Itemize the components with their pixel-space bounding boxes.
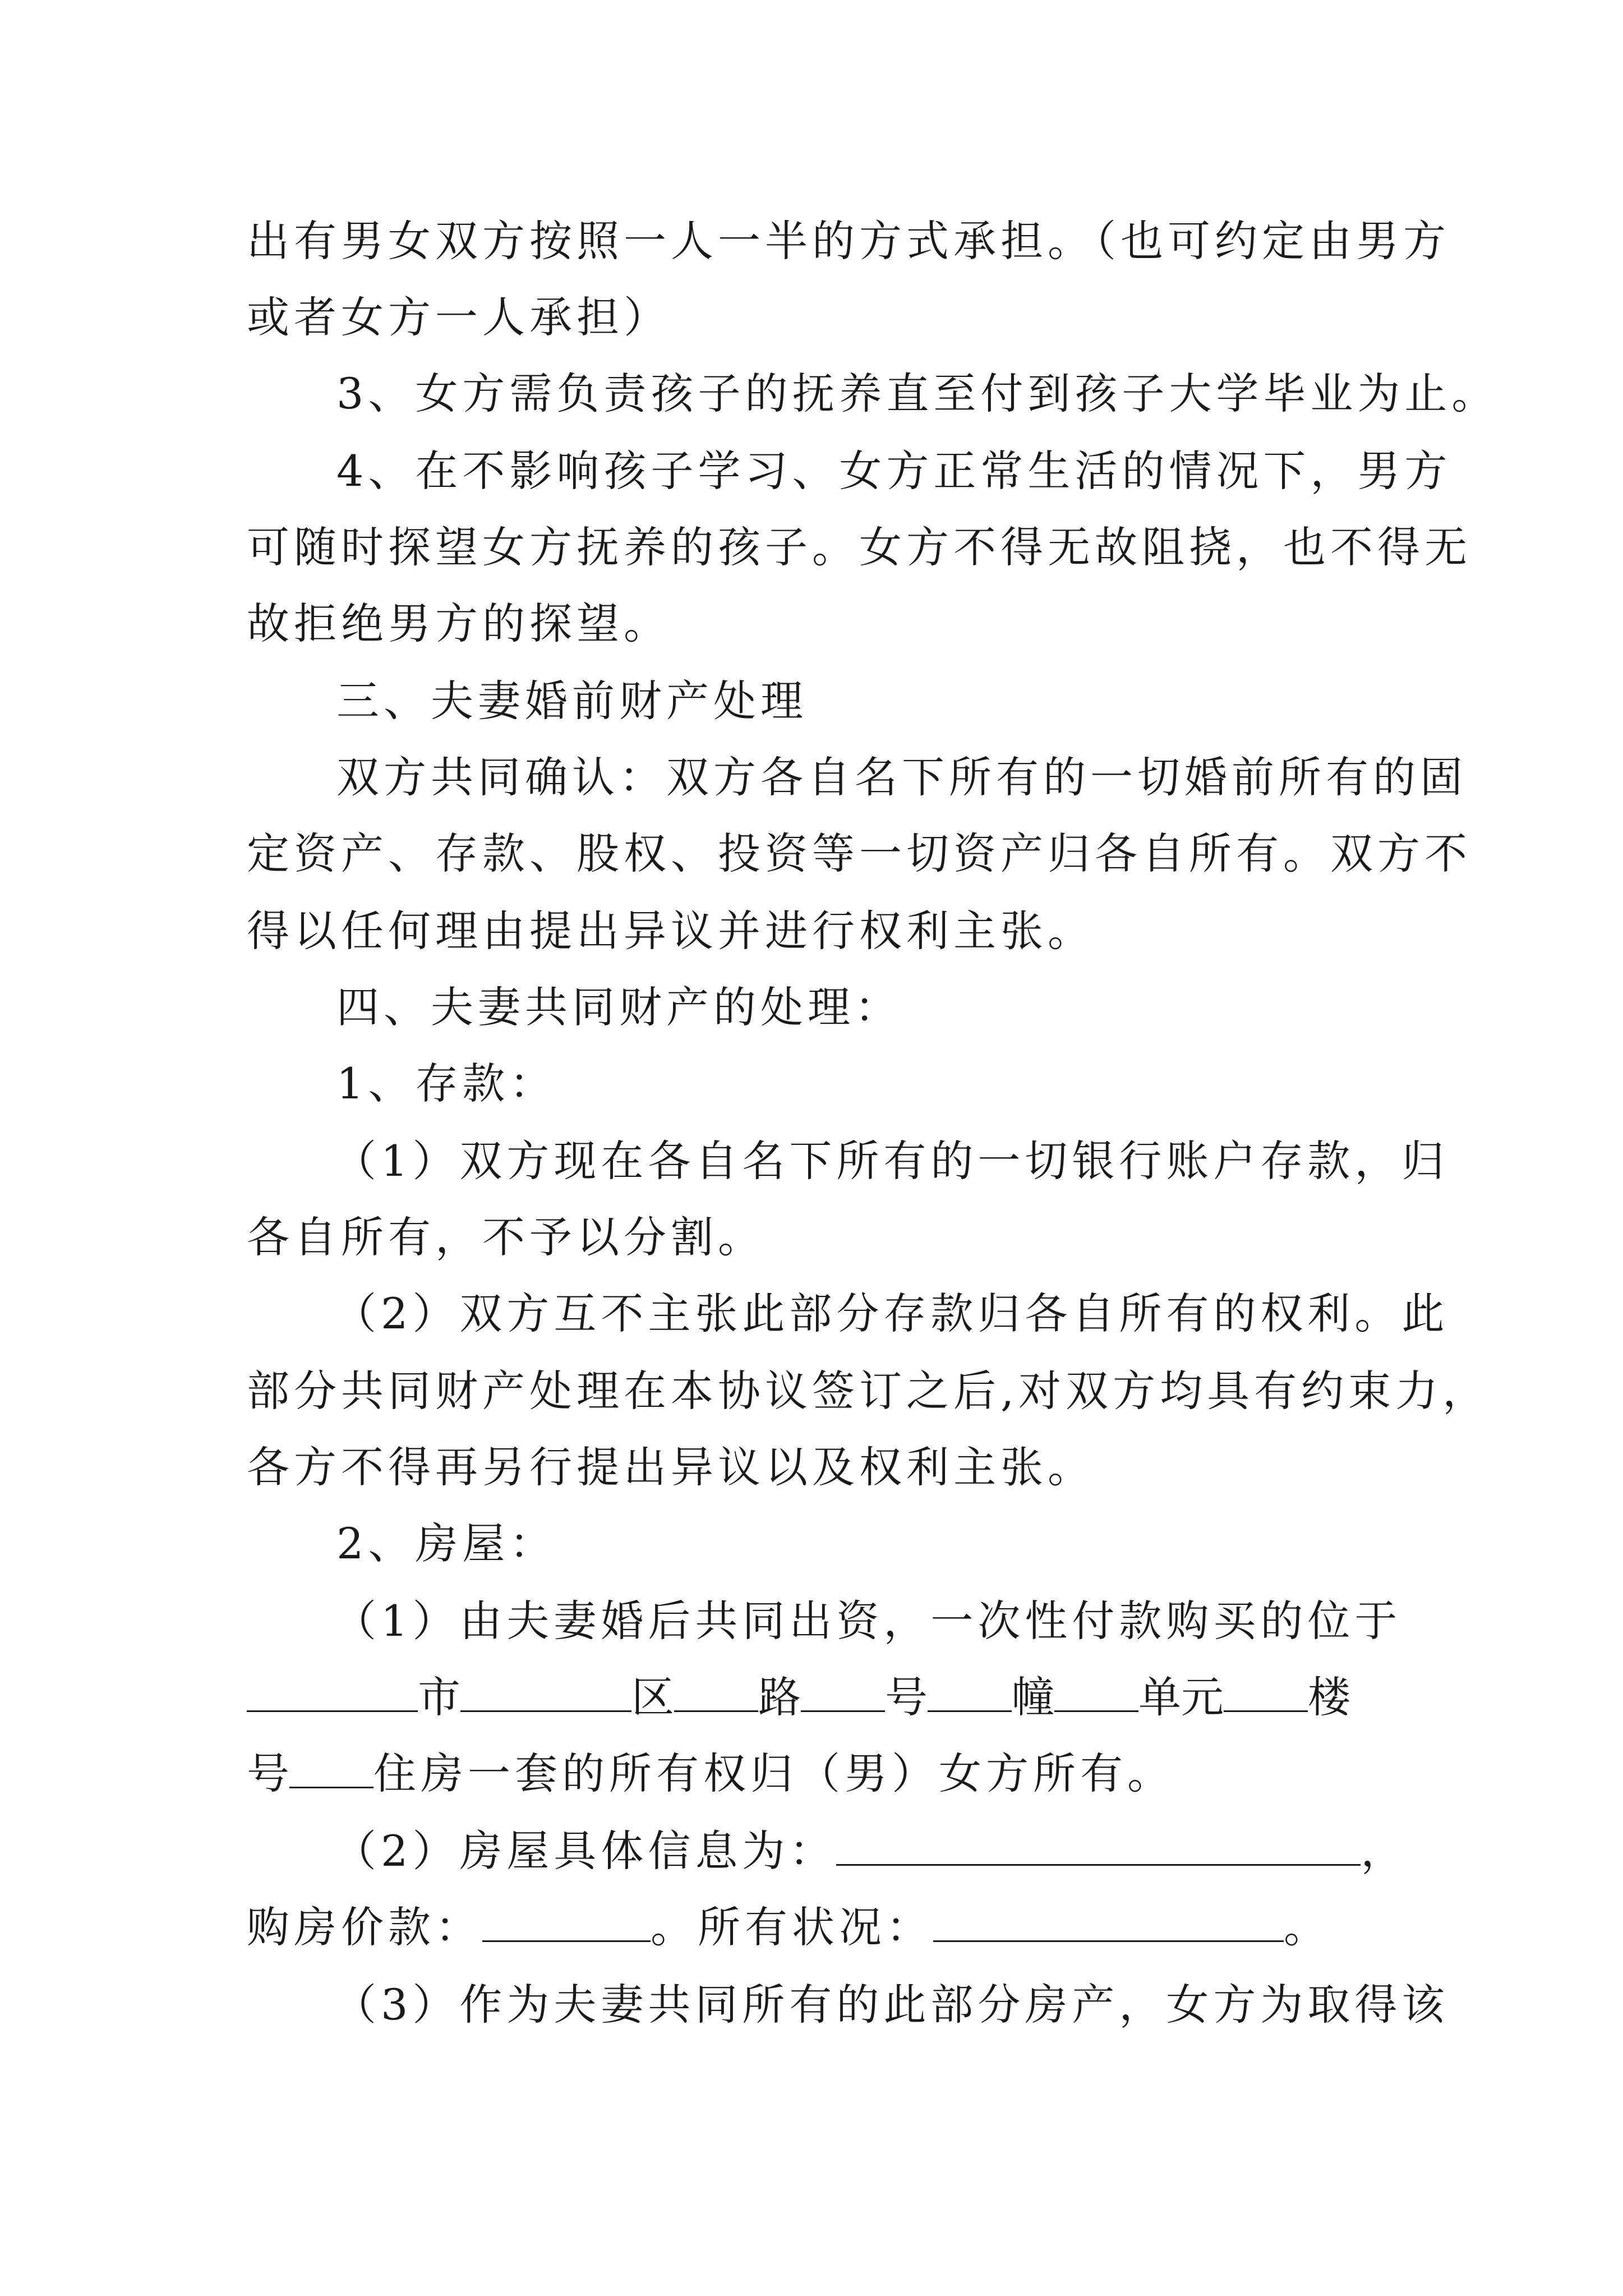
district-blank[interactable] bbox=[460, 1671, 631, 1712]
ownership-text: 住房一套的所有权归（男）女方所有。 bbox=[374, 1749, 1174, 1798]
subsection-heading: 2、房屋： bbox=[336, 1519, 557, 1568]
floor-blank[interactable] bbox=[1224, 1671, 1308, 1712]
price-line-end: 。 bbox=[1284, 1902, 1331, 1952]
text-line: 各方不得再另行提出异议以及权利主张。 bbox=[247, 1442, 1095, 1492]
text-line: 或者女方一人承担） bbox=[247, 292, 671, 342]
text-line: 得以任何理由提出异议并进行权利主张。 bbox=[247, 906, 1095, 956]
text-line: 双方共同确认：双方各自名下所有的一切婚前所有的固 bbox=[336, 752, 1467, 802]
section-heading: 四、夫妻共同财产的处理： bbox=[336, 982, 902, 1032]
price-blank[interactable] bbox=[482, 1901, 651, 1942]
house-info-blank[interactable] bbox=[836, 1825, 1361, 1866]
building-label: 幢 bbox=[1012, 1672, 1054, 1722]
text-line: 出有男女双方按照一人一半的方式承担。（也可约定由男方 bbox=[247, 216, 1450, 266]
city-label: 市 bbox=[418, 1672, 460, 1722]
unit-label: 单元 bbox=[1138, 1672, 1224, 1722]
status-label: 。所有状况： bbox=[651, 1902, 933, 1952]
room-blank[interactable] bbox=[289, 1747, 374, 1788]
text-line: 各自所有，不予以分割。 bbox=[247, 1212, 765, 1262]
text-line: （1）由夫妻婚后共同出资，一次性付款购买的位于 bbox=[334, 1596, 1402, 1646]
text-line: 可随时探望女方抚养的孩子。女方不得无故阻挠，也不得无 bbox=[247, 522, 1472, 572]
text-line: 4、在不影响孩子学习、女方正常生活的情况下，男方 bbox=[336, 446, 1452, 496]
district-label: 区 bbox=[631, 1672, 674, 1722]
number-label: 号 bbox=[885, 1672, 928, 1722]
road-label: 路 bbox=[758, 1672, 801, 1722]
text-line: 故拒绝男方的探望。 bbox=[247, 599, 671, 648]
text-line: （3）作为夫妻共同所有的此部分房产，女方为取得该 bbox=[334, 1980, 1449, 2030]
text-line: （1）双方现在各自名下所有的一切银行账户存款，归 bbox=[334, 1136, 1449, 1186]
house-info-label: （2）房屋具体信息为： bbox=[334, 1826, 837, 1876]
price-line bbox=[247, 1901, 1331, 1954]
section-heading: 三、夫妻婚前财产处理 bbox=[336, 676, 808, 726]
text-line: 3、女方需负责孩子的抚养直至付到孩子大学毕业为止。 bbox=[336, 369, 1499, 418]
text-line: 定资产、存款、股权、投资等一切资产归各自所有。双方不 bbox=[247, 829, 1472, 878]
house-info-line bbox=[334, 1824, 1408, 1878]
subsection-heading: 1、存款： bbox=[336, 1059, 557, 1108]
address-line bbox=[247, 1671, 1350, 1724]
price-label: 购房价款： bbox=[247, 1902, 482, 1952]
status-blank[interactable] bbox=[933, 1901, 1284, 1942]
road-blank[interactable] bbox=[674, 1671, 758, 1712]
room-label: 号 bbox=[247, 1749, 289, 1798]
house-info-end: ， bbox=[1361, 1826, 1408, 1876]
unit-blank[interactable] bbox=[1054, 1671, 1138, 1712]
address-line-2 bbox=[247, 1747, 1174, 1801]
number-blank[interactable] bbox=[801, 1671, 885, 1712]
floor-label: 楼 bbox=[1308, 1672, 1350, 1722]
building-blank[interactable] bbox=[928, 1671, 1012, 1712]
city-blank[interactable] bbox=[247, 1671, 418, 1712]
text-line: （2）双方互不主张此部分存款归各自所有的权利。此 bbox=[334, 1289, 1449, 1338]
text-line: 部分共同财产处理在本协议签订之后,对双方均具有约束力， bbox=[247, 1366, 1490, 1416]
